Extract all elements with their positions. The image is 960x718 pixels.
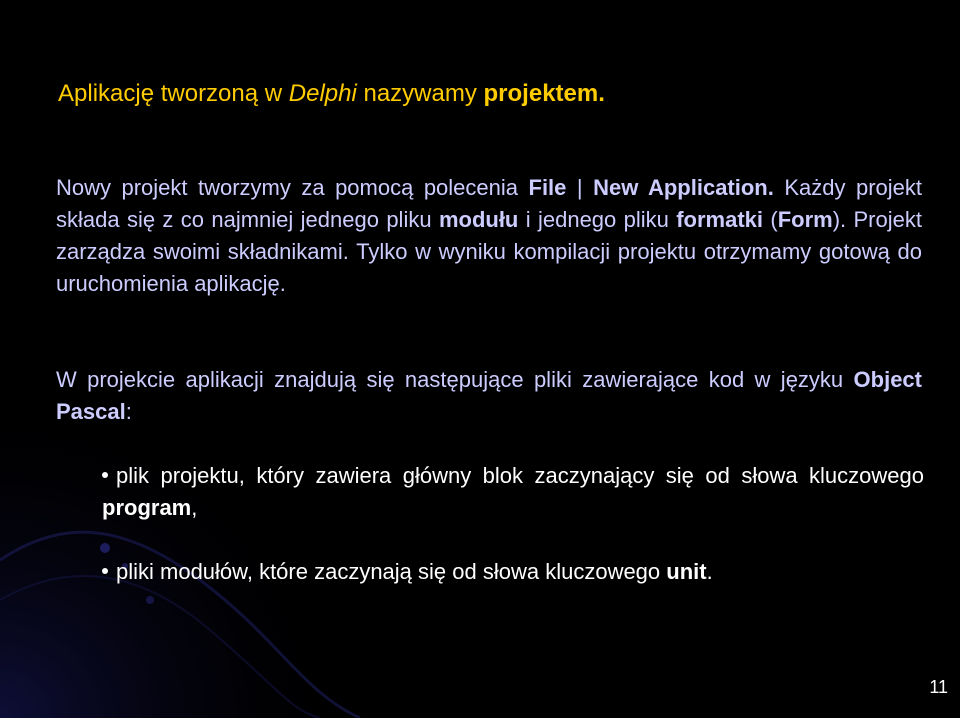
para1-file: File xyxy=(528,175,567,200)
para1-new-application: New Application. xyxy=(593,175,774,200)
slide-title xyxy=(58,78,605,110)
para1-s5: Każdy projekt składa się z co najmniej jednego pliku xyxy=(56,175,923,232)
para2-s1: W projekcie aplikacji znajdują się następujące pliki zawierające kod w języku xyxy=(56,367,854,392)
bullet-1-keyword: program xyxy=(102,495,192,520)
bullet-item-module-files xyxy=(102,556,924,588)
bullet-dot-icon xyxy=(102,472,108,478)
title-projektem: projektem. xyxy=(483,80,605,107)
bullet-2-tail: . xyxy=(706,559,713,584)
title-delphi: Delphi xyxy=(288,80,357,107)
title-part-3: nazywamy xyxy=(356,80,484,107)
para1-form: Form xyxy=(777,207,833,232)
para1-separator: | xyxy=(566,175,594,200)
para1-formatki: formatki xyxy=(676,207,764,232)
para1-s11: ). Projekt zarządza swoimi składnikami. Tylko w wyniku kompilacji projektu otrzymamy gotową do uruchomienia aplikację. xyxy=(56,207,922,296)
para2-object-pascal: Object Pascal xyxy=(56,367,922,424)
para1-modulu: modułu xyxy=(438,207,519,232)
para1-s9: ( xyxy=(763,207,778,232)
para2-s3: : xyxy=(125,399,132,424)
bullet-item-project-file xyxy=(102,460,924,524)
bullet-2-text: pliki modułów, które zaczynają się od słowa kluczowego xyxy=(116,559,667,584)
bullet-1-tail: , xyxy=(191,495,198,520)
bullet-2-keyword: unit xyxy=(666,559,707,584)
bullet-1-text: plik projektu, który zawiera główny blok zaczynający się od słowa kluczowego xyxy=(116,463,924,488)
para1-s7: i jednego pliku xyxy=(518,207,677,232)
paragraph-project-files xyxy=(56,364,922,428)
paragraph-new-project xyxy=(56,172,922,300)
para1-s1: Nowy projekt tworzymy za pomocą polecenia xyxy=(56,175,529,200)
title-part-1: Aplikację tworzoną w xyxy=(58,80,289,107)
bullet-dot-icon xyxy=(102,568,108,574)
slide-number: 11 xyxy=(929,677,948,697)
